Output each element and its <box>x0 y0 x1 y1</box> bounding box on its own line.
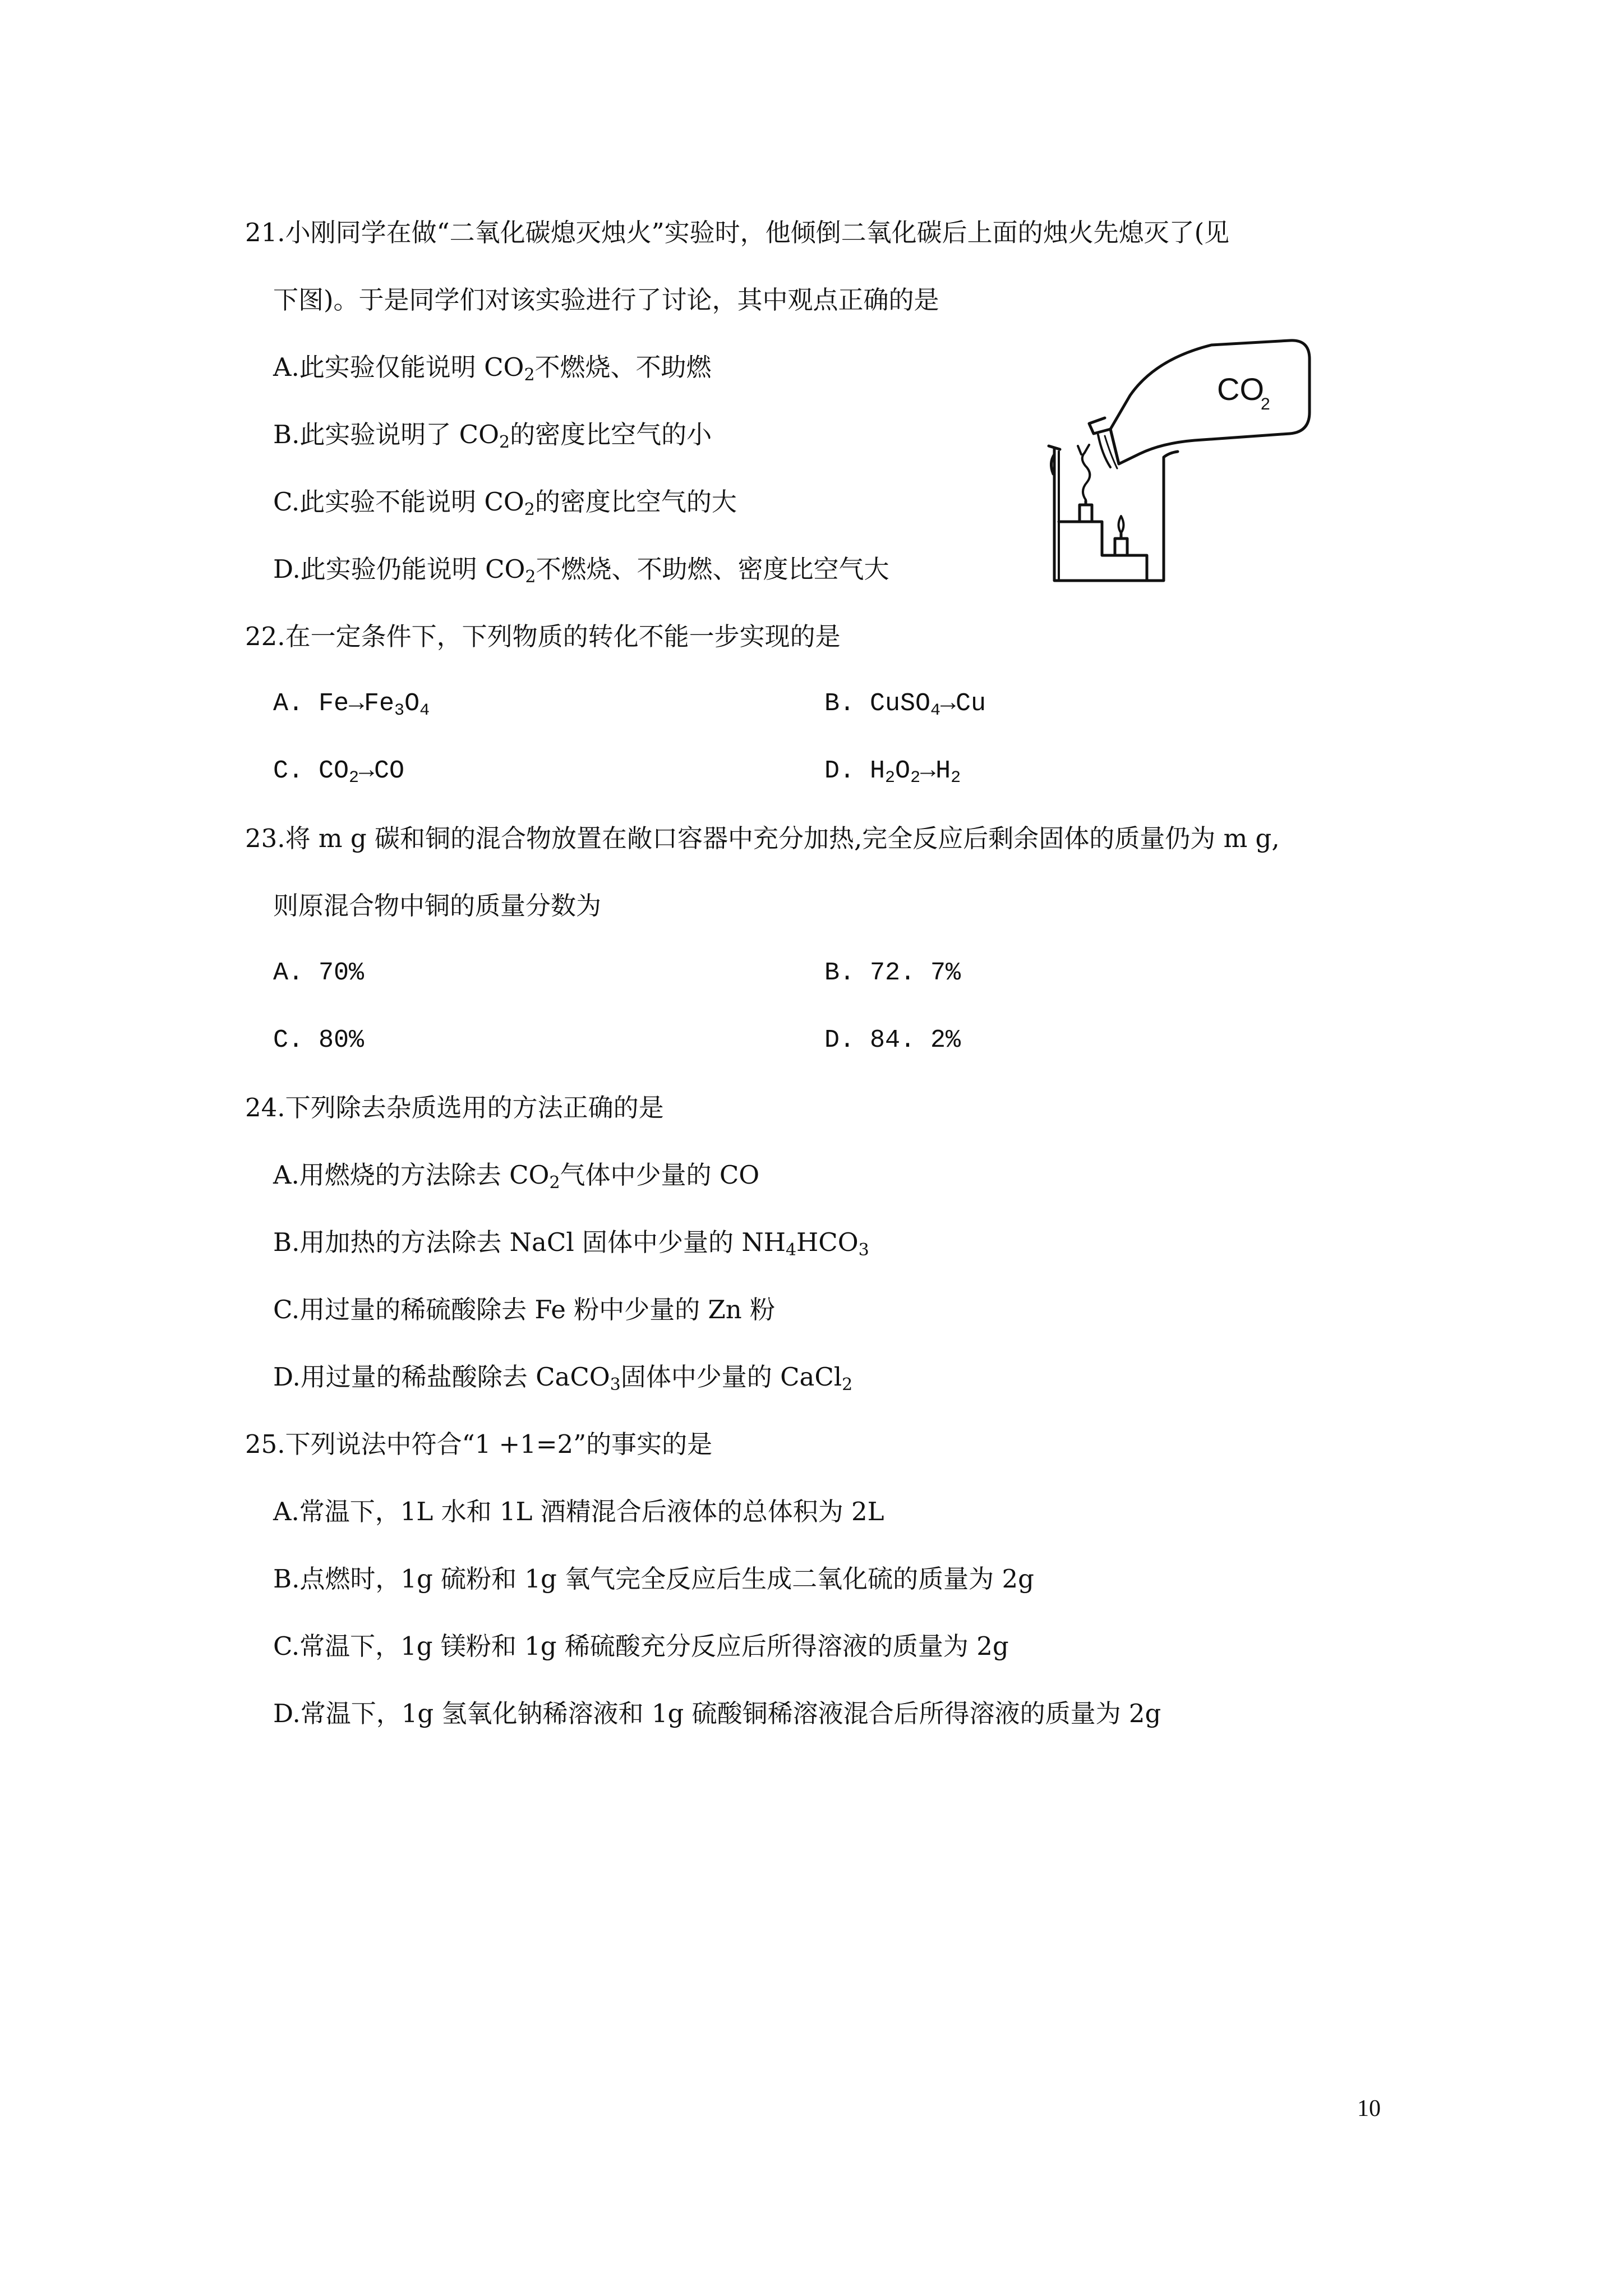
candle-steps <box>1059 522 1147 581</box>
q21-option-c: C.此实验不能说明 $CO_2$的密度比空气的大 <box>273 487 737 519</box>
q24-stem: 24.下列除去杂质选用的方法正确的是 <box>245 1093 664 1122</box>
q24-option-b: B.用加热的方法除去 NaCl 固体中少量的 $NH_4HCO_3$ <box>273 1227 869 1260</box>
q23-option-d: D. 84. 2% <box>824 1026 961 1055</box>
q23-option-c: C. 80% <box>273 1026 365 1055</box>
q23-option-b: B. 72. 7% <box>824 959 961 987</box>
q22-stem: 22.在一定条件下，下列物质的转化不能一步实现的是 <box>245 622 841 651</box>
q25-stem: 25.下列说法中符合“1 +1=2”的事实的是 <box>245 1429 713 1459</box>
q24-option-a: A.用燃烧的方法除去 $CO_2$气体中少量的 CO <box>273 1160 760 1193</box>
q25-option-d: D.常温下，1g 氢氧化钠稀溶液和 1g 硫酸铜稀溶液混合后所得溶液的质量为 2g <box>273 1699 1161 1728</box>
q21-stem-line1: 21.小刚同学在做“二氧化碳熄灭烛火”实验时，他倾倒二氧化碳后上面的烛火先熄灭了(见 <box>245 218 1230 247</box>
q22-option-d: D. $H_2O_2\to H_2$ <box>824 757 961 788</box>
q21-option-a: A.此实验仅能说明 $CO_2$不燃烧、不助燃 <box>273 352 712 385</box>
co2-bottle-label: CO <box>1217 371 1264 407</box>
q22-option-a: A. $Fe\to Fe_3O_4$ <box>273 689 430 720</box>
q23-stem-line2: 则原混合物中铜的质量分数为 <box>273 891 602 921</box>
q21-stem-line2: 下图)。于是同学们对该实验进行了讨论，其中观点正确的是 <box>273 285 939 315</box>
q23-option-a: A. 70% <box>273 959 365 987</box>
co2-bottle <box>1110 341 1310 464</box>
beaker <box>1054 449 1178 581</box>
q22-option-b: B. CuSO$_4$→Cu <box>824 689 986 720</box>
q24-option-d: D.用过量的稀盐酸除去 CaCO$_3$固体中少量的 CaCl$_2$ <box>273 1362 853 1395</box>
page-number: 10 <box>1357 2096 1381 2122</box>
co2-candle-experiment-figure <box>1026 334 1324 597</box>
q25-option-a: A.常温下，1L 水和 1L 酒精混合后液体的总体积为 2L <box>273 1497 884 1526</box>
q25-option-b: B.点燃时，1g 硫粉和 1g 氧气完全反应后生成二氧化硫的质量为 2g <box>273 1564 1034 1594</box>
q21-option-b: B.此实验说明了 $CO_2$的密度比空气的小 <box>273 420 712 452</box>
q24-option-c: C.用过量的稀硫酸除去 Fe 粉中少量的 Zn 粉 <box>273 1295 775 1324</box>
co2-bottle-label-sub: 2 <box>1261 395 1270 413</box>
q23-stem-line1: 23.将 m g 碳和铜的混合物放置在敞口容器中充分加热,完全反应后剩余固体的质量仍为 m g, <box>245 823 1280 853</box>
q25-option-c: C.常温下，1g 镁粉和 1g 稀硫酸充分反应后所得溶液的质量为 2g <box>273 1631 1009 1661</box>
q21-option-d: D.此实验仍能说明 $CO_2$不燃烧、不助燃、密度比空气大 <box>273 554 889 587</box>
q22-option-c: C. $CO_2\to CO$ <box>273 757 405 788</box>
